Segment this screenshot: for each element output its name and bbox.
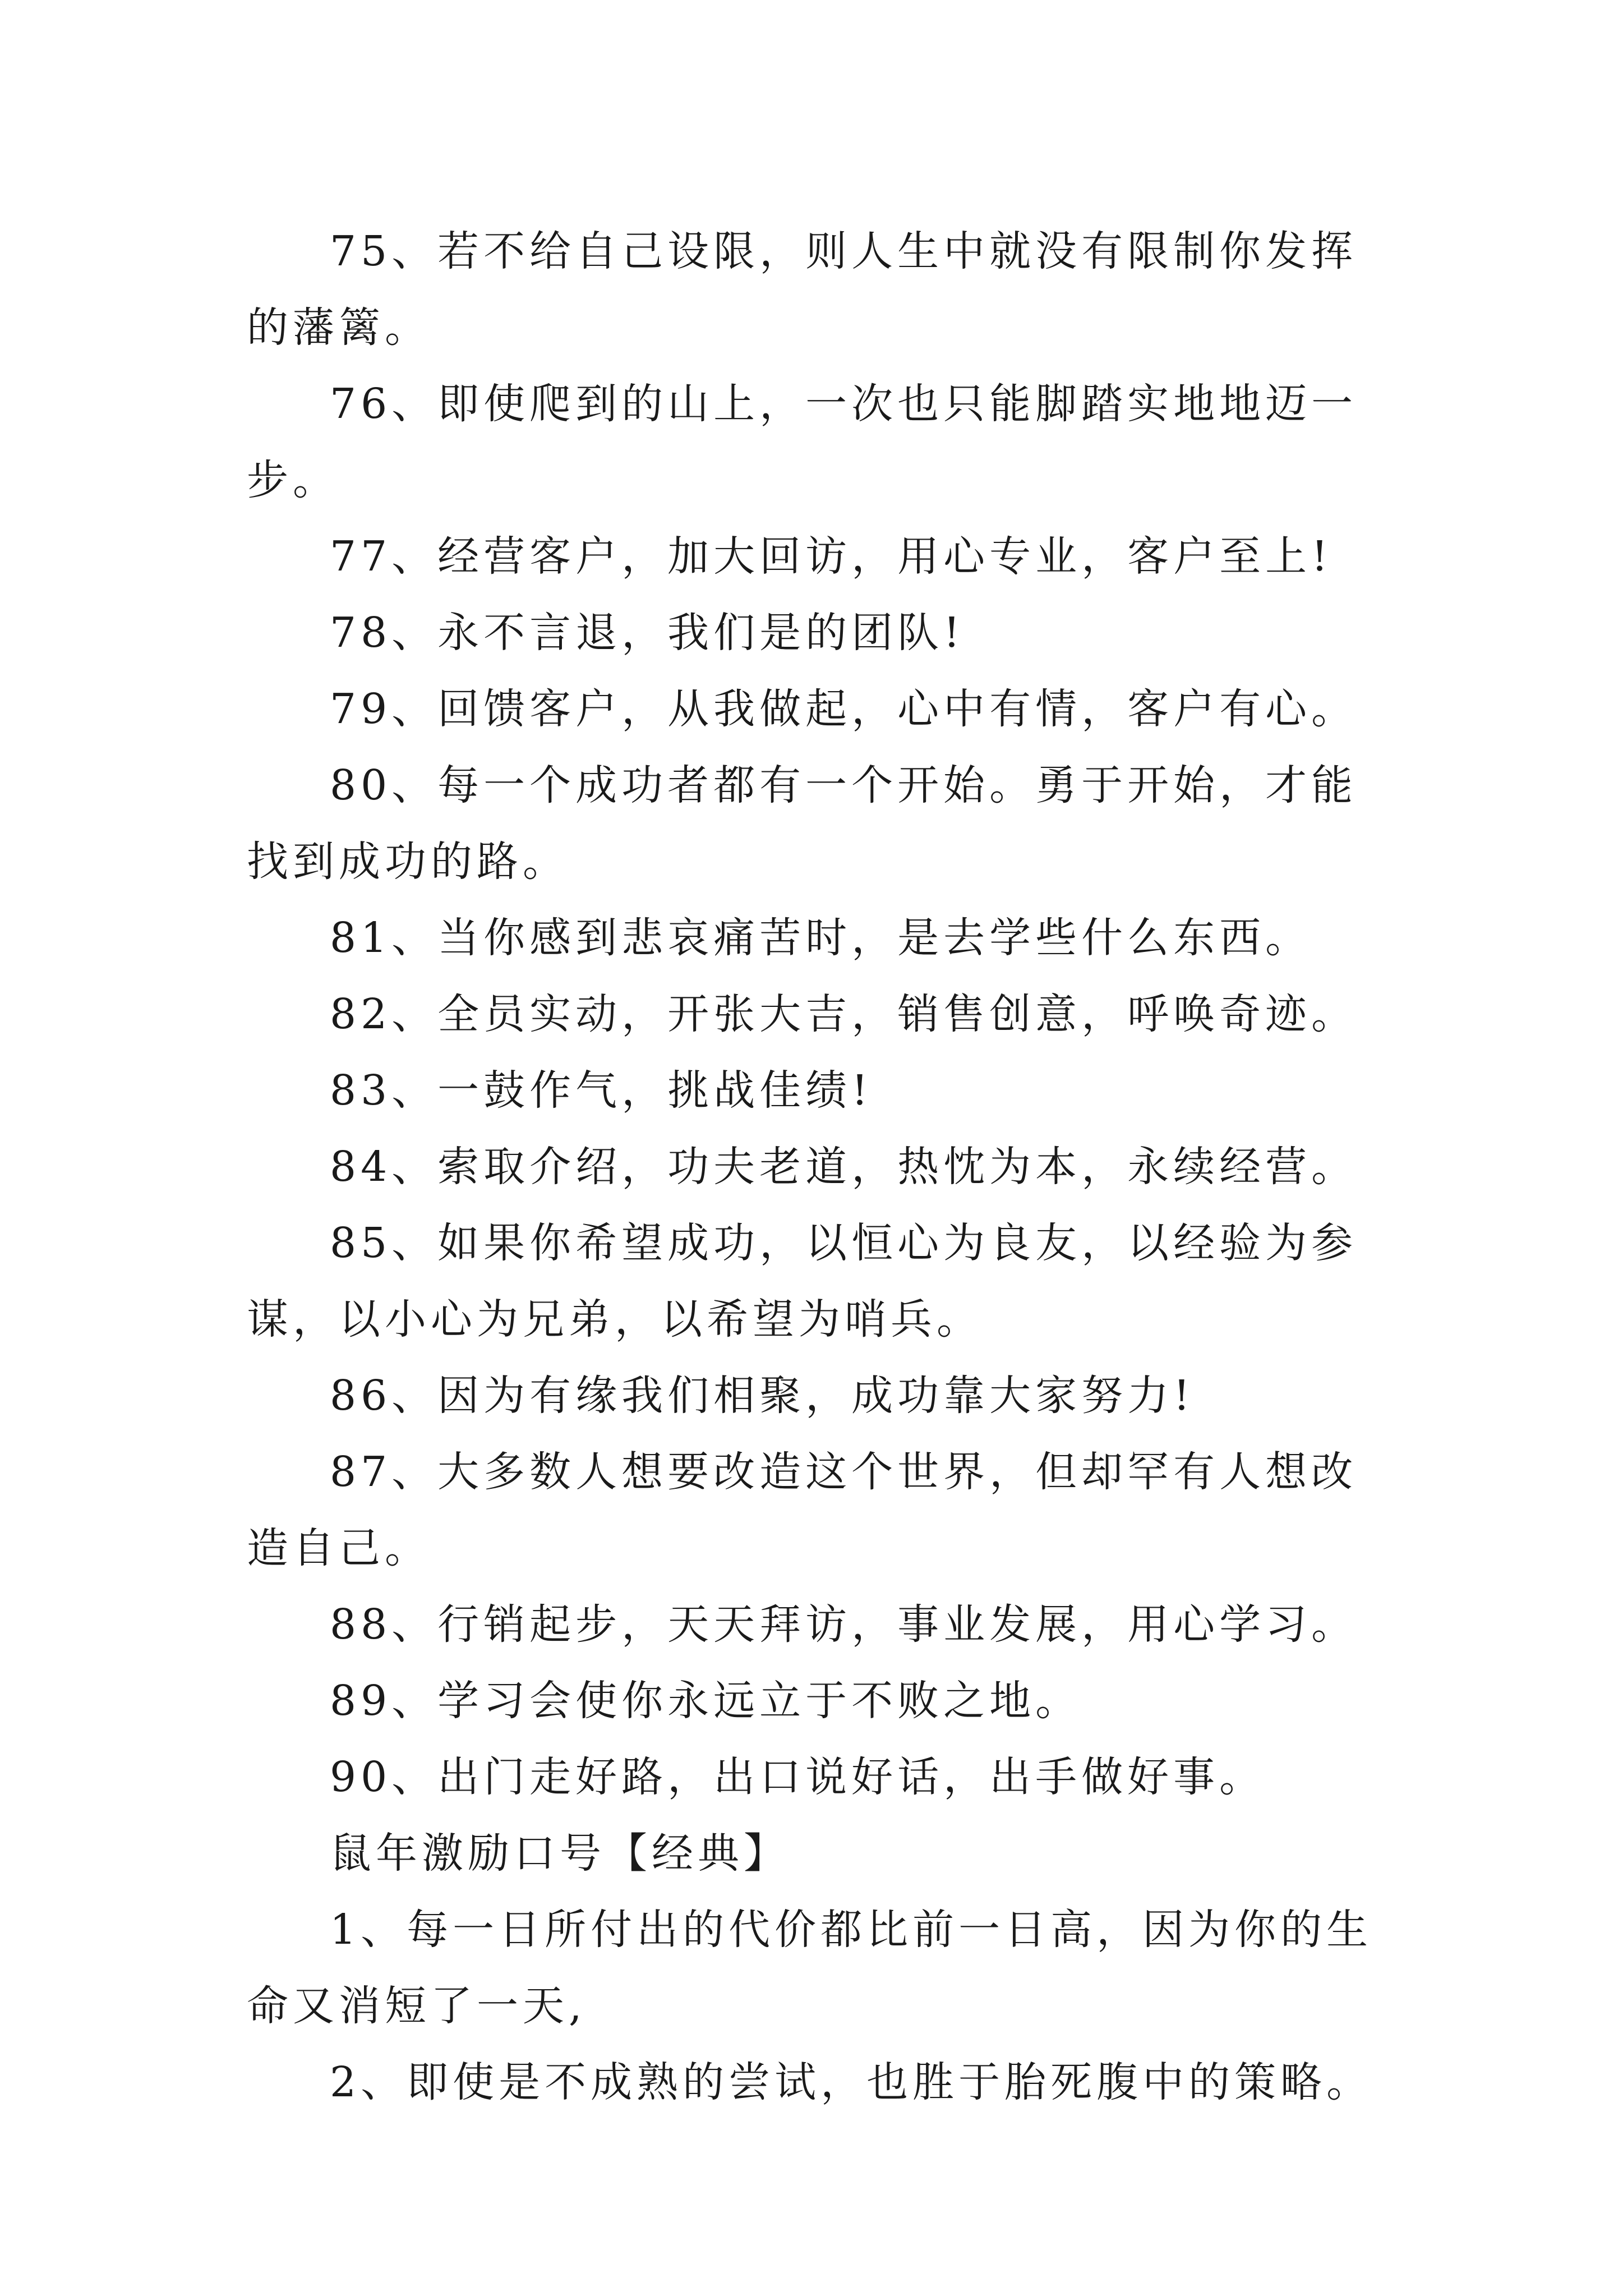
paragraph-90: 90、出门走好路，出口说好话，出手做好事。 xyxy=(330,1753,1266,1801)
paragraph-84: 84、索取介绍，功夫老道，热忱为本，永续经营。 xyxy=(330,1143,1358,1191)
document-body xyxy=(247,213,1374,2120)
paragraph-82: 82、全员实动，开张大吉，销售创意，呼唤奇迹。 xyxy=(330,990,1358,1038)
paragraph-89: 89、学习会使你永远立于不败之地。 xyxy=(330,1677,1082,1725)
paragraph-75: 75、若不给自己设限，则人生中就没有限制你发挥的藩篱。 xyxy=(247,227,1358,352)
section-heading: 鼠年激励口号【经典】 xyxy=(330,1829,790,1878)
paragraph-81: 81、当你感到悲哀痛苦时，是去学些什么东西。 xyxy=(330,914,1312,962)
paragraph-76: 76、即使爬到的山上，一次也只能脚踏实地地迈一步。 xyxy=(247,380,1358,504)
paragraph-86: 86、因为有缘我们相聚，成功靠大家努力! xyxy=(330,1372,1195,1420)
paragraph-78: 78、永不言退，我们是的团队! xyxy=(330,609,965,657)
paragraph-83: 83、一鼓作气，挑战佳绩! xyxy=(330,1066,873,1115)
paragraph-2: 2、即使是不成熟的尝试，也胜于胎死腹中的策略。 xyxy=(330,2058,1373,2106)
paragraph-85: 85、如果你希望成功，以恒心为良友，以经验为参谋，以小心为兄弟，以希望为哨兵。 xyxy=(247,1219,1358,1343)
paragraph-77: 77、经营客户，加大回访，用心专业，客户至上! xyxy=(330,532,1332,581)
paragraph-88: 88、行销起步，天天拜访，事业发展，用心学习。 xyxy=(330,1600,1358,1649)
paragraph-79: 79、回馈客户，从我做起，心中有情，客户有心。 xyxy=(330,685,1358,733)
paragraph-80: 80、每一个成功者都有一个开始。勇于开始，才能找到成功的路。 xyxy=(247,761,1358,886)
paragraph-87: 87、大多数人想要改造这个世界，但却罕有人想改造自己。 xyxy=(247,1448,1358,1572)
paragraph-1: 1、每一日所付出的代价都比前一日高，因为你的生命又消短了一天, xyxy=(247,1906,1373,2030)
